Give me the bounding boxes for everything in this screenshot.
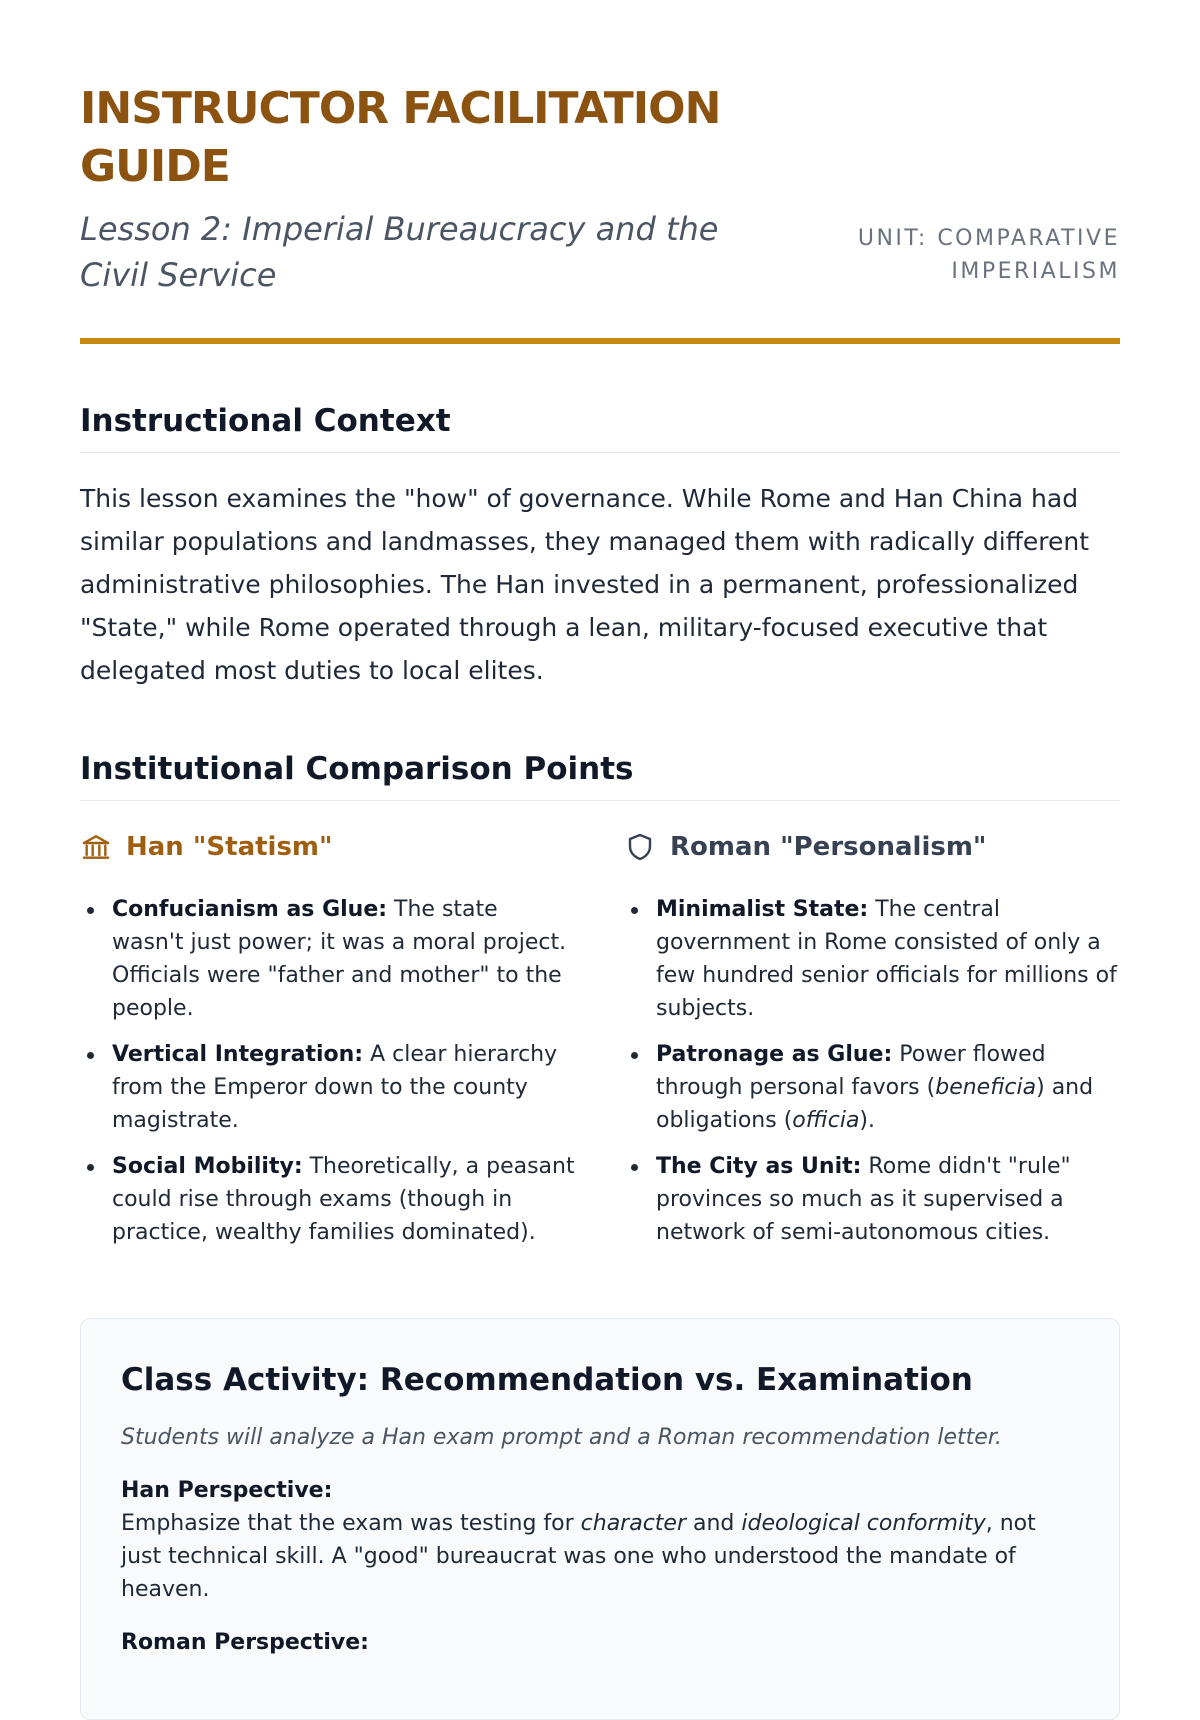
point-text: A clear hierarchy from the Emperor down to the county magistrate. (112, 1042, 558, 1133)
perspective-text-part: , not just technical skill. A "good" bureaucrat was one who understood the mandate of heaven. (121, 1511, 1036, 1602)
context-heading: Instructional Context (80, 400, 1120, 453)
list-item (80, 1150, 576, 1249)
comparison-heading: Institutional Comparison Points (80, 748, 1120, 801)
point-term: Confucianism as Glue: (112, 897, 388, 922)
point-term: Social Mobility: (112, 1154, 303, 1179)
perspective-text-part: Emphasize that the exam was testing for (121, 1511, 581, 1536)
document-title: INSTRUCTOR FACILITATION GUIDE (80, 83, 721, 192)
rome-column (624, 827, 1120, 1262)
han-perspective (121, 1474, 1079, 1606)
point-text: The central government in Rome consisted of only a few hundred senior officials for millions of subjects. (656, 897, 1117, 1021)
point-text: ) and obligations ( (656, 1075, 1094, 1133)
header-titles (80, 80, 770, 298)
rome-points-list (624, 893, 1120, 1249)
comparison-section (80, 748, 1120, 1262)
perspective-text-part: and (686, 1511, 742, 1536)
unit-label: UNIT: COMPARATIVE IMPERIALISM (857, 226, 1120, 284)
han-perspective-text (121, 1507, 1079, 1606)
perspective-emphasis: character (580, 1511, 687, 1536)
list-item (624, 1150, 1120, 1249)
list-item (624, 893, 1120, 1025)
han-points-list (80, 893, 576, 1249)
point-text: Theoretically, a peasant could rise through exams (though in practice, wealthy families dominated). (112, 1154, 575, 1245)
list-item (80, 893, 576, 1025)
shield-icon (624, 831, 656, 863)
han-heading-text: Han "Statism" (126, 832, 333, 862)
roman-perspective-label: Roman Perspective: (121, 1630, 369, 1655)
rome-heading-text: Roman "Personalism" (670, 832, 987, 862)
list-item (80, 1038, 576, 1137)
lesson-subtitle: Lesson 2: Imperial Bureaucracy and the Civil Service (80, 210, 719, 294)
rome-heading (624, 827, 1120, 867)
point-emphasis: beneficia (935, 1075, 1037, 1100)
document-header (80, 80, 1120, 344)
context-paragraph: This lesson examines the "how" of governance. While Rome and Han China had similar populations and landmasses, they managed them with radically different administrative philosophies. The Han invested in a permanent, professionalized "State," while Rome operated through a lean, military-focused executive that delegated most duties to local elites. (80, 484, 1090, 685)
instructional-context-section (80, 400, 1120, 692)
han-heading (80, 827, 576, 867)
bank-icon (80, 831, 112, 863)
point-text: ). (859, 1108, 875, 1133)
comparison-columns (80, 827, 1120, 1262)
point-text: The state wasn't just power; it was a moral project. Officials were "father and mother" to the people. (112, 897, 567, 1021)
point-text: Rome didn't "rule" provinces so much as it supervised a network of semi-autonomous cities. (656, 1154, 1071, 1245)
roman-perspective (121, 1626, 1079, 1659)
point-term: Patronage as Glue: (656, 1042, 893, 1067)
point-term: Vertical Integration: (112, 1042, 364, 1067)
han-column (80, 827, 576, 1262)
point-term: Minimalist State: (656, 897, 869, 922)
point-text: Power flowed through personal favors ( (656, 1042, 1046, 1100)
activity-intro: Students will analyze a Han exam prompt and a Roman recommendation letter. (121, 1425, 1002, 1450)
list-item (624, 1038, 1120, 1137)
perspective-emphasis: ideological conformity (741, 1511, 986, 1536)
activity-title: Class Activity: Recommendation vs. Examination (121, 1362, 973, 1398)
point-emphasis: officia (792, 1108, 860, 1133)
class-activity-panel (80, 1318, 1120, 1720)
point-term: The City as Unit: (656, 1154, 862, 1179)
han-perspective-label: Han Perspective: (121, 1478, 333, 1503)
